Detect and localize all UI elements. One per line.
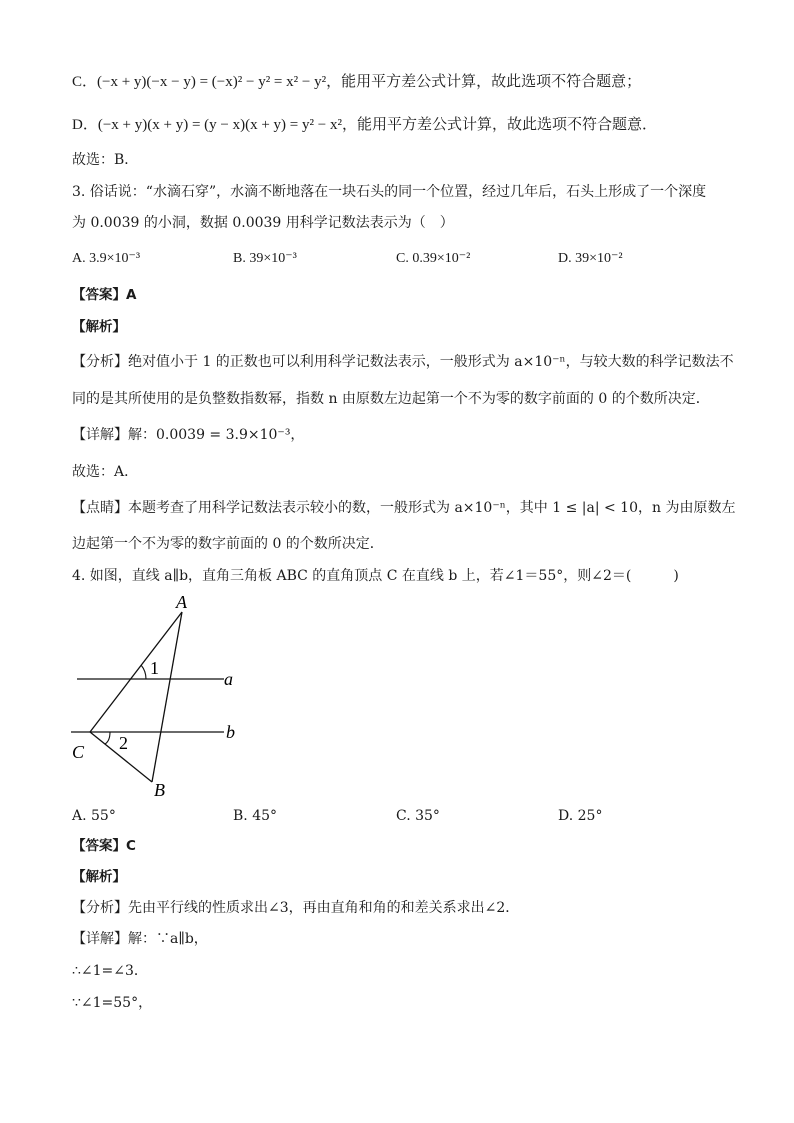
q3-dianjing-line-1: 【点睛】本题考查了用科学记数法表示较小的数，一般形式为 a×10⁻ⁿ，其中 1 ≤ |a| < 10，n 为由原数左 — [72, 500, 736, 516]
q3-stem-line-1: 3. 俗话说：“水滴石穿”，水滴不断地落在一块石头的同一个位置，经过几年后，石头上形成了一个深度 — [72, 184, 707, 200]
q3-choice-d: D. 39×10⁻² — [558, 251, 623, 266]
side-ab — [152, 612, 182, 782]
q4-detail-line-1: 【详解】解：∵a∥b， — [72, 931, 208, 947]
label-angle-1: 1 — [150, 658, 159, 678]
label-A: A — [176, 592, 187, 612]
q4-choice-d: D. 25° — [558, 808, 603, 824]
q3-choice-a: A. 3.9×10⁻³ — [72, 251, 141, 266]
q4-analysis-label: 【解析】 — [72, 869, 126, 885]
q3-choice-c: C. 0.39×10⁻² — [396, 251, 471, 266]
q3-answer: 【答案】A — [72, 287, 137, 303]
q3-stem-line-2: 为 0.0039 的小洞，数据 0.0039 用科学记数法表示为（ ） — [72, 215, 454, 231]
q4-detail-line-3: ∵∠1=55°， — [72, 995, 153, 1011]
angle-2-arc — [105, 732, 110, 744]
q4-geometry-figure — [68, 592, 258, 804]
label-angle-2: 2 — [119, 733, 128, 753]
label-C: C — [72, 742, 85, 762]
q3-fenxi-line-1: 【分析】绝对值小于 1 的正数也可以利用科学记数法表示，一般形式为 a×10⁻ⁿ，与较大数的科学记数法不 — [72, 354, 734, 370]
q4-choice-b: B. 45° — [233, 808, 278, 824]
q3-choice-b: B. 39×10⁻³ — [233, 251, 297, 266]
q4-stem: 4. 如图，直线 a∥b，直角三角板 ABC 的直角顶点 C 在直线 b 上，若∠1＝55°，则∠2＝( ) — [72, 568, 679, 584]
label-a: a — [224, 669, 233, 689]
option-c-line: C．(−x + y)(−x − y) = (−x)² − y² = x² − y²，能用平方差公式计算，故此选项不符合题意； — [72, 74, 642, 90]
q4-choice-c: C. 35° — [396, 808, 440, 824]
q3-select: 故选：A． — [72, 464, 139, 480]
q4-fenxi: 【分析】先由平行线的性质求出∠3，再由直角和角的和差关系求出∠2． — [72, 900, 520, 916]
q4-answer: 【答案】C — [72, 838, 136, 854]
q2-select: 故选：B． — [72, 152, 139, 168]
q3-fenxi-line-2: 同的是其所使用的是负整数指数幂，指数 n 由原数左边起第一个不为零的数字前面的 0 的个数所决定． — [72, 391, 710, 407]
angle-1-arc — [141, 665, 146, 679]
q3-detail: 【详解】解：0.0039 = 3.9×10⁻³， — [72, 427, 305, 443]
label-b: b — [226, 722, 235, 742]
q3-analysis-label: 【解析】 — [72, 319, 126, 335]
option-d-line: D．(−x + y)(x + y) = (y − x)(x + y) = y² − x²，能用平方差公式计算，故此选项不符合题意． — [72, 117, 657, 133]
q4-choice-a: A. 55° — [72, 808, 116, 824]
q3-dianjing-line-2: 边起第一个不为零的数字前面的 0 的个数所决定． — [72, 536, 384, 552]
label-B: B — [154, 780, 165, 800]
q4-detail-line-2: ∴∠1=∠3． — [72, 963, 148, 979]
side-ca — [90, 612, 182, 732]
